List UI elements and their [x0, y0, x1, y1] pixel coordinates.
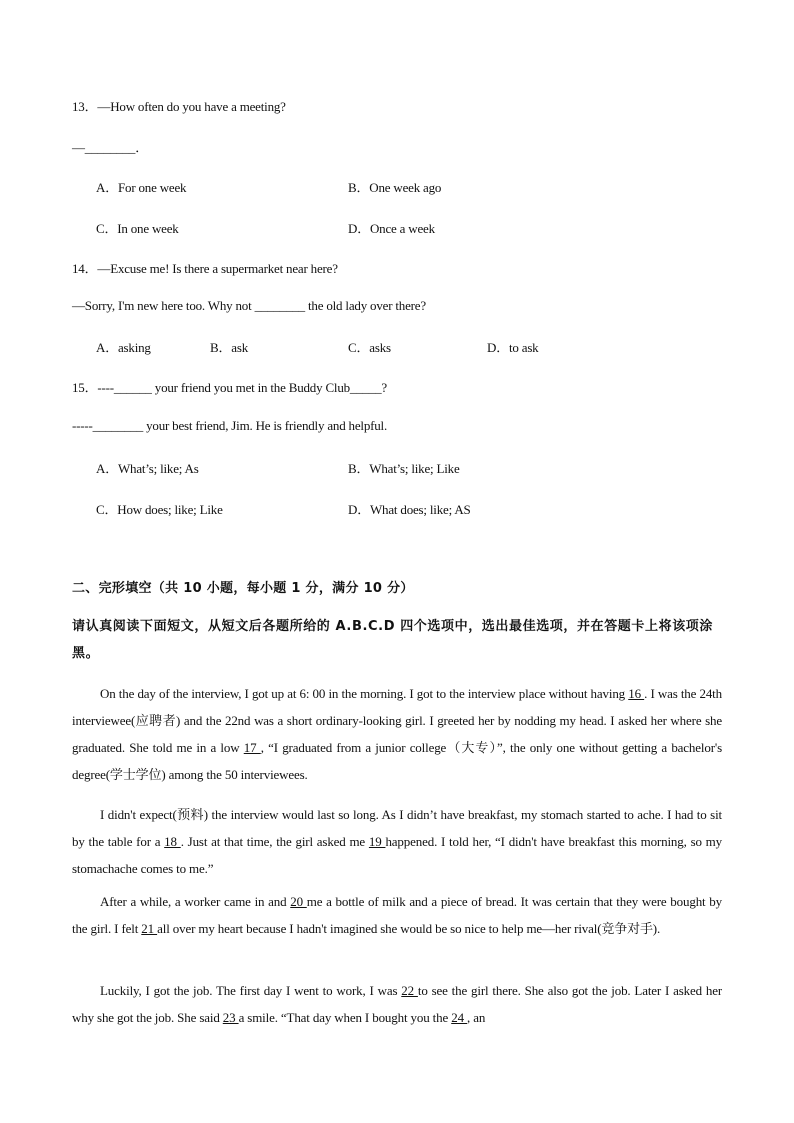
blank-21[interactable]: 21 — [141, 921, 158, 936]
passage-paragraph-3 — [72, 888, 722, 942]
passage-paragraph-1 — [72, 680, 722, 788]
question-13-option-a[interactable]: A．For one week — [96, 180, 187, 195]
question-15-stem: 15．----______ your friend you met in the Buddy Club_____? — [72, 380, 387, 395]
question-13-stem: 13．—How often do you have a meeting? — [72, 99, 286, 114]
passage-paragraph-4 — [72, 977, 722, 1031]
blank-18[interactable]: 18 — [164, 834, 181, 849]
passage-text: all over my heart because I hadn't imagined she would be so nice to help me—her rival(竞争对手). — [157, 921, 661, 936]
question-15-option-d[interactable]: D．What does; like; AS — [348, 502, 471, 517]
question-15-option-b[interactable]: B．What’s; like; Like — [348, 461, 460, 476]
passage-paragraph-2 — [72, 801, 722, 882]
question-15-option-a[interactable]: A．What’s; like; As — [96, 461, 199, 476]
question-14-option-d[interactable]: D．to ask — [487, 340, 539, 355]
passage-text: I didn't expect(预料) the interview would last so long. As I didn’t have breakfast, my stomach started to ache. I had to sit by the table for a — [72, 807, 722, 849]
blank-22[interactable]: 22 — [401, 983, 418, 998]
passage-text: a smile. “That day when I bought you the — [238, 1010, 452, 1025]
question-13-answer-line: —________． — [72, 140, 149, 155]
question-13-option-d[interactable]: D．Once a week — [348, 221, 435, 236]
passage-text: Luckily, I got the job. The first day I went to work, I was — [100, 983, 402, 998]
question-15-answer-line: -----________ your best friend, Jim. He is friendly and helpful. — [72, 418, 388, 433]
question-14-option-b[interactable]: B．ask — [210, 340, 249, 355]
question-15-option-c[interactable]: C．How does; like; Like — [96, 502, 223, 517]
passage-text: After a while, a worker came in and — [100, 894, 291, 909]
blank-16[interactable]: 16 — [628, 686, 645, 701]
question-14-option-c[interactable]: C．asks — [348, 340, 391, 355]
passage-text: On the day of the interview, I got up at 6: 00 in the morning. I got to the interview place without having — [100, 686, 629, 701]
passage-text: . Just at that time, the girl asked me — [180, 834, 369, 849]
passage-text: to see the girl there. She also got the job. Later I asked her why she got the job. She said — [72, 983, 722, 1025]
section-2-instruction: 请认真阅读下面短文，从短文后各题所给的 A.B.C.D 四个选项中，选出最佳选项，并在答题卡上将该项涂黑。 — [72, 619, 714, 661]
blank-20[interactable]: 20 — [290, 894, 307, 909]
passage-text: , “I graduated from a junior college（大专）”, the only one without getting a bachelor's degree(学士学位) among the 50 interviewees. — [72, 740, 722, 782]
question-13-option-c[interactable]: C．In one week — [96, 221, 179, 236]
blank-23[interactable]: 23 — [222, 1010, 239, 1025]
passage-text: happened. I told her, “I didn't have breakfast this morning, so my stomachache comes to me.” — [72, 834, 722, 876]
passage-text: , an — [467, 1010, 486, 1025]
blank-17[interactable]: 17 — [243, 740, 261, 755]
passage-text: . I was the 24th interviewee(应聘者) and the 22nd was a short ordinary-looking girl. I greeted her by nodding my head. I asked her where she graduated. She told me in a low — [72, 686, 722, 755]
section-2-title: 二、完形填空（共 10 小题，每小题 1 分，满分 10 分） — [72, 581, 414, 596]
blank-19[interactable]: 19 — [368, 834, 386, 849]
passage-text: me a bottle of milk and a piece of bread. It was certain that they were bought by the girl. I felt — [72, 894, 722, 936]
question-14-stem: 14．—Excuse me! Is there a supermarket near here? — [72, 261, 338, 276]
question-14-option-a[interactable]: A．asking — [96, 340, 151, 355]
blank-24[interactable]: 24 — [451, 1010, 468, 1025]
question-14-answer-line: —Sorry, I'm new here too. Why not ________ the old lady over there? — [72, 298, 426, 313]
question-13-option-b[interactable]: B．One week ago — [348, 180, 442, 195]
